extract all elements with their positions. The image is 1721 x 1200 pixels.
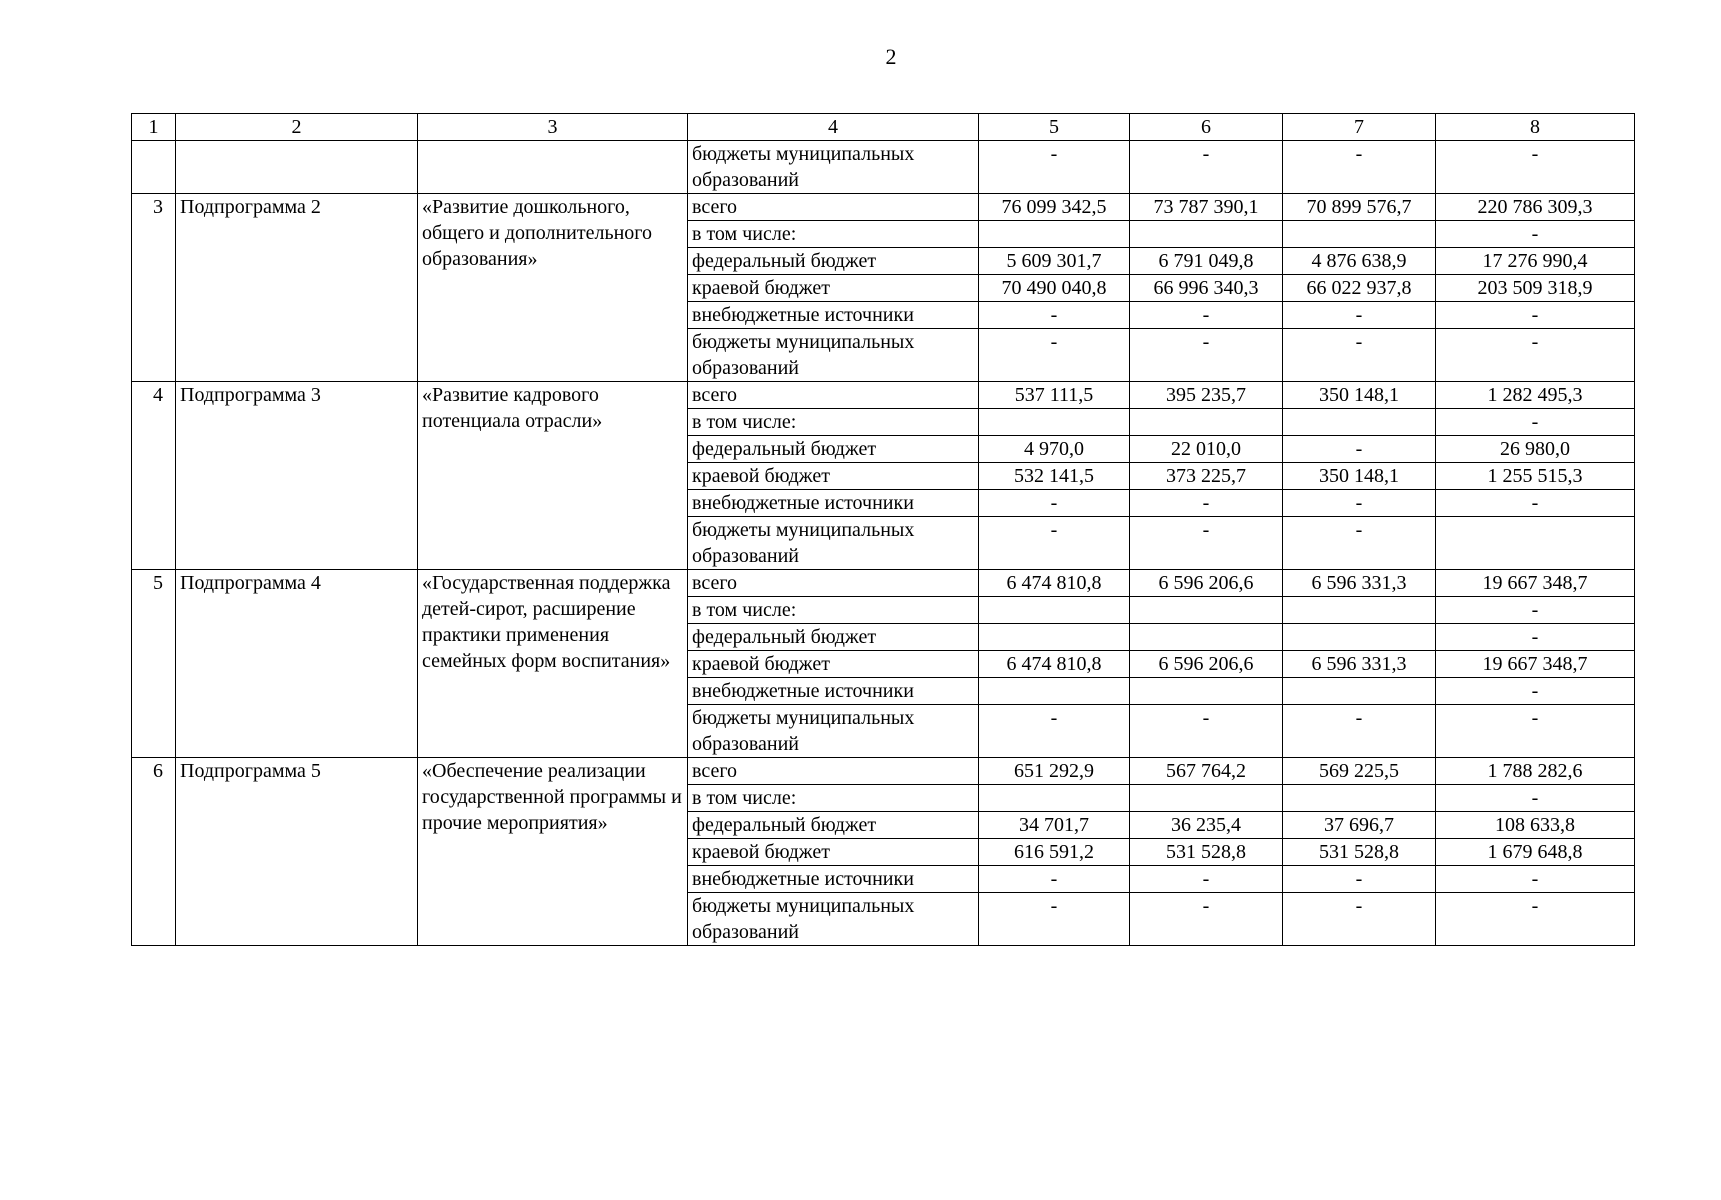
value-cell bbox=[1283, 409, 1436, 436]
value-cell: - bbox=[1283, 705, 1436, 758]
value-cell: 6 474 810,8 bbox=[979, 570, 1130, 597]
value-cell: 616 591,2 bbox=[979, 839, 1130, 866]
value-cell: 76 099 342,5 bbox=[979, 194, 1130, 221]
value-cell: - bbox=[1283, 490, 1436, 517]
value-cell: - bbox=[979, 141, 1130, 194]
row-label: бюджеты муниципальных образований bbox=[688, 705, 979, 758]
value-cell: - bbox=[1436, 893, 1635, 946]
continuation-row bbox=[132, 141, 1635, 194]
empty-cell bbox=[176, 141, 418, 194]
value-cell: 73 787 390,1 bbox=[1130, 194, 1283, 221]
value-cell: - bbox=[1130, 517, 1283, 570]
header-cell: 6 bbox=[1130, 114, 1283, 141]
value-cell: 17 276 990,4 bbox=[1436, 248, 1635, 275]
row-label: федеральный бюджет bbox=[688, 624, 979, 651]
value-cell: 651 292,9 bbox=[979, 758, 1130, 785]
value-cell bbox=[1130, 221, 1283, 248]
value-cell: - bbox=[1130, 490, 1283, 517]
value-cell: - bbox=[1283, 302, 1436, 329]
table-row bbox=[132, 758, 1635, 785]
value-cell: 66 022 937,8 bbox=[1283, 275, 1436, 302]
value-cell: 5 609 301,7 bbox=[979, 248, 1130, 275]
value-cell: 37 696,7 bbox=[1283, 812, 1436, 839]
value-cell: 1 282 495,3 bbox=[1436, 382, 1635, 409]
row-label: внебюджетные источники bbox=[688, 678, 979, 705]
row-number: 6 bbox=[132, 758, 176, 946]
value-cell: 350 148,1 bbox=[1283, 463, 1436, 490]
value-cell: 4 876 638,9 bbox=[1283, 248, 1436, 275]
value-cell: 19 667 348,7 bbox=[1436, 651, 1635, 678]
value-cell bbox=[979, 678, 1130, 705]
value-cell: - bbox=[1283, 329, 1436, 382]
value-cell bbox=[1436, 517, 1635, 570]
header-cell: 2 bbox=[176, 114, 418, 141]
value-cell: 66 996 340,3 bbox=[1130, 275, 1283, 302]
value-cell: - bbox=[1436, 785, 1635, 812]
subprogram-title: «Обеспечение реализации государственной программы и прочие мероприятия» bbox=[418, 758, 688, 946]
value-cell bbox=[1283, 624, 1436, 651]
row-label: краевой бюджет bbox=[688, 463, 979, 490]
row-label: федеральный бюджет bbox=[688, 248, 979, 275]
row-label: внебюджетные источники bbox=[688, 490, 979, 517]
row-label: в том числе: bbox=[688, 597, 979, 624]
value-cell: 4 970,0 bbox=[979, 436, 1130, 463]
value-cell: 6 474 810,8 bbox=[979, 651, 1130, 678]
header-cell: 7 bbox=[1283, 114, 1436, 141]
value-cell: 531 528,8 bbox=[1130, 839, 1283, 866]
table-body bbox=[132, 114, 1635, 946]
value-cell: - bbox=[979, 866, 1130, 893]
value-cell: - bbox=[979, 893, 1130, 946]
row-label: краевой бюджет bbox=[688, 839, 979, 866]
value-cell: - bbox=[979, 705, 1130, 758]
value-cell: 350 148,1 bbox=[1283, 382, 1436, 409]
value-cell: - bbox=[1436, 221, 1635, 248]
value-cell: 108 633,8 bbox=[1436, 812, 1635, 839]
value-cell: 203 509 318,9 bbox=[1436, 275, 1635, 302]
row-label: внебюджетные источники bbox=[688, 302, 979, 329]
value-cell: - bbox=[979, 302, 1130, 329]
subprogram-title: «Развитие кадрового потенциала отрасли» bbox=[418, 382, 688, 570]
value-cell: - bbox=[1283, 436, 1436, 463]
value-cell: - bbox=[1436, 597, 1635, 624]
row-label: краевой бюджет bbox=[688, 275, 979, 302]
value-cell: 6 596 331,3 bbox=[1283, 570, 1436, 597]
value-cell: 6 791 049,8 bbox=[1130, 248, 1283, 275]
row-label: внебюджетные источники bbox=[688, 866, 979, 893]
row-label: в том числе: bbox=[688, 409, 979, 436]
value-cell: 19 667 348,7 bbox=[1436, 570, 1635, 597]
value-cell: 1 255 515,3 bbox=[1436, 463, 1635, 490]
header-cell: 1 bbox=[132, 114, 176, 141]
value-cell: - bbox=[979, 329, 1130, 382]
subprogram-title: «Развитие дошкольного, общего и дополнительного образования» bbox=[418, 194, 688, 382]
value-cell bbox=[1283, 597, 1436, 624]
value-cell: 6 596 331,3 bbox=[1283, 651, 1436, 678]
row-label: в том числе: bbox=[688, 221, 979, 248]
subprogram-name: Подпрограмма 3 bbox=[176, 382, 418, 570]
value-cell bbox=[1283, 678, 1436, 705]
table-row bbox=[132, 194, 1635, 221]
value-cell: 70 490 040,8 bbox=[979, 275, 1130, 302]
value-cell: - bbox=[1436, 624, 1635, 651]
header-cell: 4 bbox=[688, 114, 979, 141]
value-cell: - bbox=[1130, 893, 1283, 946]
row-label: всего bbox=[688, 194, 979, 221]
value-cell: 569 225,5 bbox=[1283, 758, 1436, 785]
value-cell: 1 679 648,8 bbox=[1436, 839, 1635, 866]
row-label: бюджеты муниципальных образований bbox=[688, 893, 979, 946]
value-cell bbox=[1130, 409, 1283, 436]
value-cell: 36 235,4 bbox=[1130, 812, 1283, 839]
value-cell bbox=[1283, 221, 1436, 248]
value-cell: - bbox=[1436, 490, 1635, 517]
value-cell: 373 225,7 bbox=[1130, 463, 1283, 490]
row-label: федеральный бюджет bbox=[688, 436, 979, 463]
value-cell bbox=[1283, 785, 1436, 812]
value-cell: - bbox=[1436, 678, 1635, 705]
value-cell: 6 596 206,6 bbox=[1130, 570, 1283, 597]
value-cell: 22 010,0 bbox=[1130, 436, 1283, 463]
value-cell: 1 788 282,6 bbox=[1436, 758, 1635, 785]
value-cell: - bbox=[1436, 329, 1635, 382]
row-number: 3 bbox=[132, 194, 176, 382]
row-number: 5 bbox=[132, 570, 176, 758]
value-cell: - bbox=[1130, 141, 1283, 194]
value-cell: 26 980,0 bbox=[1436, 436, 1635, 463]
empty-cell bbox=[132, 141, 176, 194]
value-cell: - bbox=[1436, 866, 1635, 893]
value-cell bbox=[979, 409, 1130, 436]
value-cell bbox=[979, 624, 1130, 651]
value-cell bbox=[1130, 785, 1283, 812]
value-cell: 531 528,8 bbox=[1283, 839, 1436, 866]
value-cell: - bbox=[1283, 866, 1436, 893]
row-label: всего bbox=[688, 758, 979, 785]
value-cell: - bbox=[1130, 302, 1283, 329]
subprogram-name: Подпрограмма 5 bbox=[176, 758, 418, 946]
value-cell: - bbox=[1283, 517, 1436, 570]
value-cell: 220 786 309,3 bbox=[1436, 194, 1635, 221]
value-cell: 567 764,2 bbox=[1130, 758, 1283, 785]
value-cell: 6 596 206,6 bbox=[1130, 651, 1283, 678]
row-label: краевой бюджет bbox=[688, 651, 979, 678]
value-cell: 395 235,7 bbox=[1130, 382, 1283, 409]
row-label: федеральный бюджет bbox=[688, 812, 979, 839]
header-row bbox=[132, 114, 1635, 141]
page-number: 2 bbox=[885, 44, 897, 69]
value-cell: 537 111,5 bbox=[979, 382, 1130, 409]
row-label: бюджеты муниципальных образований bbox=[688, 141, 979, 194]
value-cell bbox=[979, 785, 1130, 812]
row-number: 4 bbox=[132, 382, 176, 570]
budget-table bbox=[131, 113, 1635, 946]
value-cell: 532 141,5 bbox=[979, 463, 1130, 490]
header-cell: 5 bbox=[979, 114, 1130, 141]
subprogram-name: Подпрограмма 2 bbox=[176, 194, 418, 382]
header-cell: 8 bbox=[1436, 114, 1635, 141]
value-cell: - bbox=[1436, 141, 1635, 194]
value-cell: - bbox=[1283, 893, 1436, 946]
value-cell: - bbox=[1130, 329, 1283, 382]
value-cell: - bbox=[1283, 141, 1436, 194]
row-label: в том числе: bbox=[688, 785, 979, 812]
value-cell bbox=[1130, 624, 1283, 651]
row-label: всего bbox=[688, 382, 979, 409]
table-row bbox=[132, 570, 1635, 597]
header-cell: 3 bbox=[418, 114, 688, 141]
value-cell: - bbox=[1436, 302, 1635, 329]
value-cell bbox=[979, 597, 1130, 624]
row-label: бюджеты муниципальных образований bbox=[688, 517, 979, 570]
value-cell: - bbox=[1130, 866, 1283, 893]
subprogram-name: Подпрограмма 4 bbox=[176, 570, 418, 758]
value-cell: 70 899 576,7 bbox=[1283, 194, 1436, 221]
value-cell bbox=[1130, 597, 1283, 624]
empty-cell bbox=[418, 141, 688, 194]
row-label: бюджеты муниципальных образований bbox=[688, 329, 979, 382]
row-label: всего bbox=[688, 570, 979, 597]
value-cell: - bbox=[1436, 705, 1635, 758]
value-cell: - bbox=[979, 490, 1130, 517]
value-cell: 34 701,7 bbox=[979, 812, 1130, 839]
value-cell: - bbox=[1436, 409, 1635, 436]
value-cell bbox=[1130, 678, 1283, 705]
value-cell: - bbox=[1130, 705, 1283, 758]
table-row bbox=[132, 382, 1635, 409]
value-cell: - bbox=[979, 517, 1130, 570]
value-cell bbox=[979, 221, 1130, 248]
subprogram-title: «Государственная поддержка детей-сирот, расширение практики применения семейных форм воспитания» bbox=[418, 570, 688, 758]
